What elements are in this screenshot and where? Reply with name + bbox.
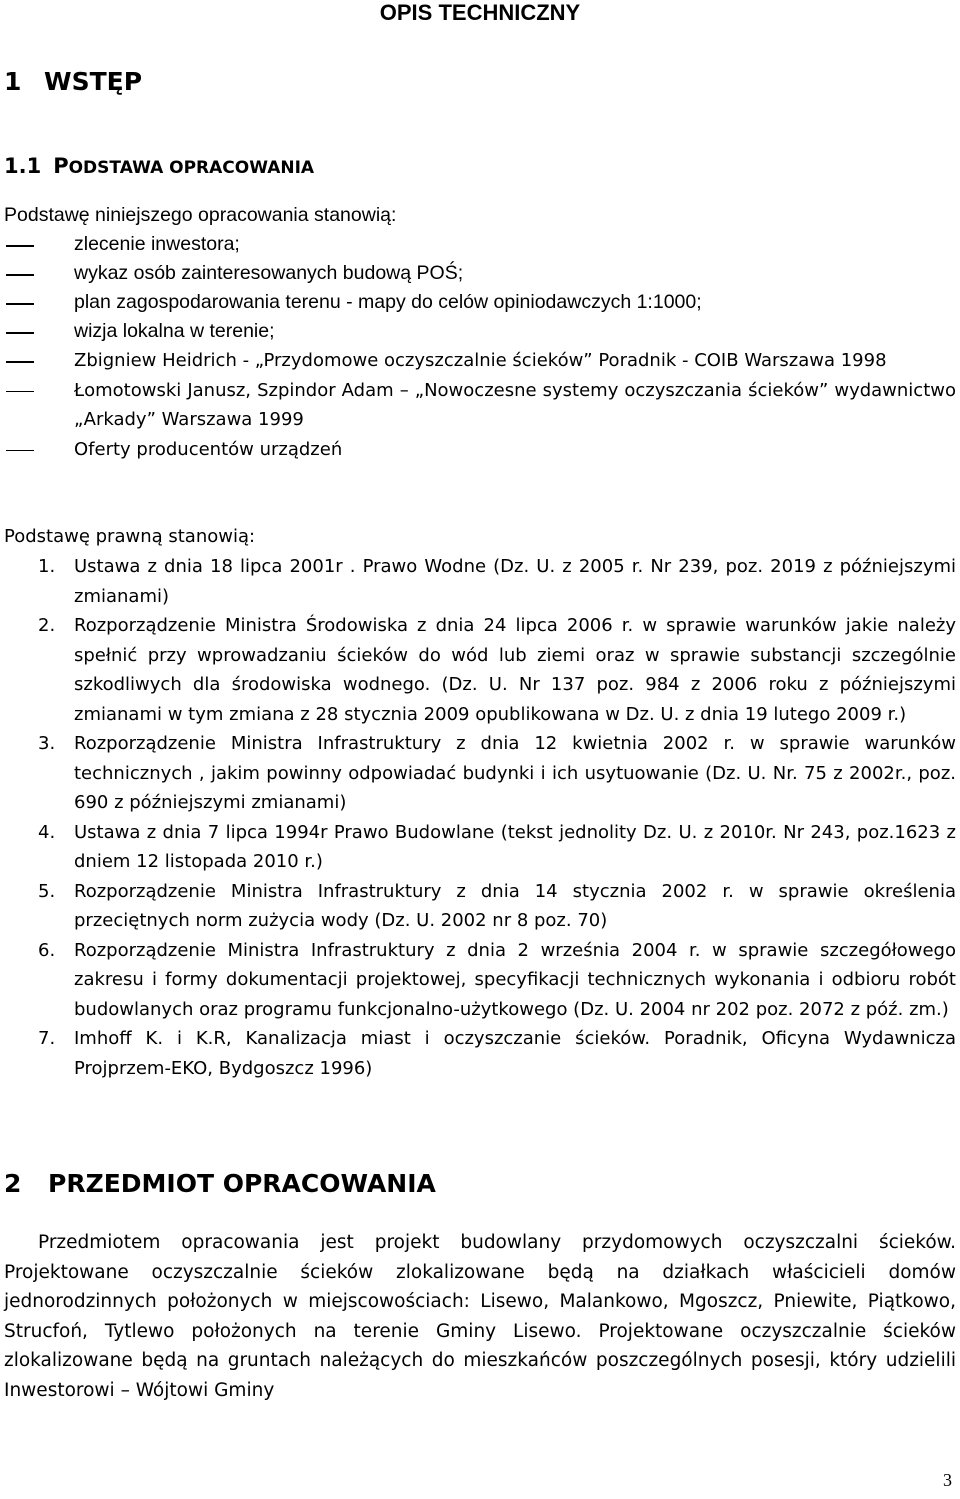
list-item: 2. Rozporządzenie Ministra Środowiska z dnia 24 lipca 2006 r. w sprawie warunków jakie należy spełnić przy wprowadzaniu ścieków do wód lub ziemi oraz w sprawie substancji szczególnie szkodliwych dla środowiska wodnego. (Dz. U. Nr 137 poz. 984 z 2006 roku z późniejszymi zmianami w tym zmiana z 28 stycznia 2009 opublikowana w Dz. U. z dnia 19 lutego 2009 r.) [38,615,956,725]
basis-list [4,230,956,346]
section-1-heading [4,66,142,98]
section-2-paragraph: Przedmiotem opracowania jest projekt budowlany przydomowych oczyszczalni ścieków. Projektowane oczyszczalnie ścieków zlokalizowane będą na działkach właścicieli domów jednorodzinnych położonych w miejscowościach: Lisewo, Malankowo, Mgoszcz, Pniewite, Piątkowo, Strucfoń, Tytlewo położonych na terenie Gminy Lisewo. Projektowane oczyszczalnie ścieków zlokalizowane będą na gruntach należących do mieszkańców poszczególnych posesji, który udzielili Inwestorowi – Wójtowi Gminy [4,1232,956,1401]
legal-basis-list [4,552,956,1083]
literature-list [4,346,956,464]
section-1-number: 1 [4,67,22,96]
list-item: wizja lokalna w terenie; [74,320,275,342]
list-item: 1. Ustawa z dnia 18 lipca 2001r . Prawo Wodne (Dz. U. z 2005 r. Nr 239, poz. 2019 z późniejszymi zmianami) [38,556,956,607]
list-item: 5. Rozporządzenie Ministra Infrastruktury z dnia 14 stycznia 2002 r. w sprawie określenia przeciętnych norm zużycia wody (Dz. U. 2002 nr 8 poz. 70) [38,880,956,931]
list-item: plan zagospodarowania terenu - mapy do celów opiniodawczych 1:1000; [74,291,702,313]
document-title: OPIS TECHNICZNY [379,0,581,25]
list-item: 6. Rozporządzenie Ministra Infrastruktury z dnia 2 września 2004 r. w sprawie szczegółowego zakresu i formy dokumentacji projektowej, specyfikacji technicznych wykonania i odbioru robót budowlanych oraz programu funkcjonalno-użytkowego (Dz. U. 2004 nr 202 poz. 2072 z póź. zm.) [38,939,956,1020]
list-item: zlecenie inwestora; [74,233,240,255]
section-2-number: 2 [4,1169,22,1198]
section-2-heading [4,1168,436,1200]
section-1-1-label-first: P [53,154,69,178]
list-item: Łomotowski Janusz, Szpindor Adam – „Nowoczesne systemy oczyszczania ścieków” wydawnictwo „Arkady” Warszawa 1999 [74,379,956,430]
page-number: 3 [943,1470,952,1490]
list-item: Oferty producentów urządzeń [74,438,343,460]
section-2-label: PRZEDMIOT OPRACOWANIA [48,1169,436,1198]
list-item: wykaz osób zainteresowanych budową POŚ; [74,262,464,284]
basis-intro: Podstawę niniejszego opracowania stanowią: [4,204,397,226]
section-1-label: WSTĘP [44,67,143,96]
legal-basis-heading: Podstawę prawną stanowią: [4,526,256,547]
list-item: Zbigniew Heidrich - „Przydomowe oczyszczalnie ścieków” Poradnik - COIB Warszawa 1998 [74,350,887,371]
list-item: 4. Ustawa z dnia 7 lipca 1994r Prawo Budowlane (tekst jednolity Dz. U. z 2010r. Nr 243, poz.1623 z dniem 12 listopada 2010 r.) [38,821,956,872]
list-item: 3. Rozporządzenie Ministra Infrastruktury z dnia 12 kwietnia 2002 r. w sprawie warunków technicznych , jakim powinny odpowiadać budynki i ich usytuowanie (Dz. U. Nr. 75 z 2002r., poz. 690 z późniejszymi zmianami) [38,733,956,813]
section-1-1-label-rest: ODSTAWA OPRACOWANIA [68,158,315,178]
list-item: 7. Imhoff K. i K.R, Kanalizacja miast i oczyszczanie ścieków. Poradnik, Oficyna Wydawnicza Projprzem-EKO, Bydgoszcz 1996) [38,1028,956,1079]
section-1-1-heading [4,152,314,182]
section-1-1-number: 1.1 [4,154,42,178]
